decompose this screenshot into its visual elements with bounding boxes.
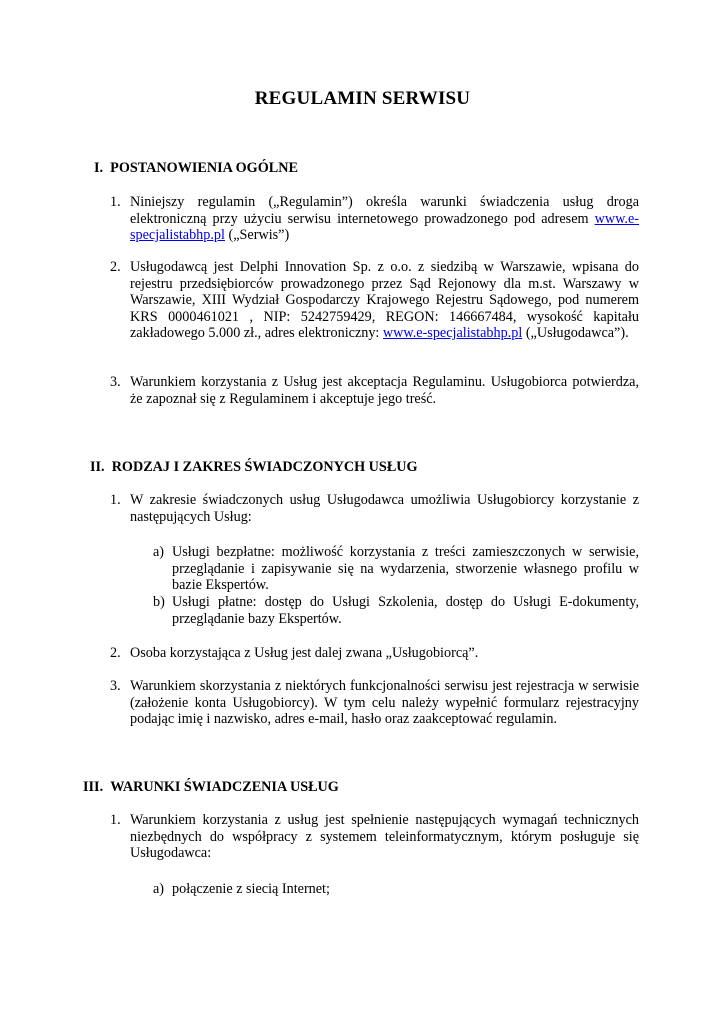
section-title: WARUNKI ŚWIADCZENIA USŁUG	[110, 779, 339, 795]
list-item	[110, 812, 639, 862]
list-item	[110, 259, 639, 342]
section-heading-1	[94, 160, 298, 177]
sub-item-letter: a)	[153, 881, 165, 897]
list-item	[110, 645, 639, 662]
sub-item-text: połączenie z siecią Internet;	[172, 881, 330, 897]
list-item	[110, 194, 639, 244]
item-text: Usługodawcą jest Delphi Innovation Sp. z o.o. z siedzibą w Warszawie, wpisana do rejestru przedsiębiorców prowadzonego przez Sąd Rejonowy dla m.st. Warszawy w Warszawie, XIII Wydział Gospodarczy Krajowego Rejestru Sądowego, pod numerem KRS 0000461021 , NIP: 5242759429, REGON: 146667484, wysokość kapitału zakładowego 5.000 zł., adres elektroniczny:	[130, 259, 639, 341]
item-text: Warunkiem korzystania z usług jest spełnienie następujących wymagań technicznych niezbędnych do współpracy z systemem teleinformatycznym, którym posługuje się Usługodawca:	[130, 812, 639, 861]
item-text: („Serwis”)	[224, 227, 290, 243]
item-number: 2.	[110, 259, 121, 275]
section-title: RODZAJ I ZAKRES ŚWIADCZONYCH USŁUG	[111, 459, 418, 475]
item-number: 2.	[110, 645, 121, 661]
sub-item-letter: a)	[153, 544, 165, 560]
item-text: Osoba korzystająca z Usług jest dalej zwana „Usługobiorcą”.	[130, 645, 479, 661]
item-text: Warunkiem korzystania z Usług jest akceptacja Regulaminu. Usługobiorca potwierdza, że zapoznał się z Regulaminem i akceptuje jego treść.	[130, 374, 639, 407]
sub-item-letter: b)	[153, 594, 165, 610]
sub-item	[153, 881, 639, 898]
item-number: 1.	[110, 194, 121, 210]
item-number: 1.	[110, 492, 121, 508]
sub-item	[153, 544, 639, 594]
item-number: 3.	[110, 374, 121, 390]
sub-item-text: Usługi płatne: dostęp do Usługi Szkolenia, dostęp do Usługi E-dokumenty, przeglądanie bazy Ekspertów.	[172, 594, 639, 627]
service-link[interactable]: www.e-specjalistabhp.pl	[130, 210, 639, 243]
list-item	[110, 492, 639, 525]
item-text: W zakresie świadczonych usług Usługodawca umożliwia Usługobiorcy korzystanie z następujących Usług:	[130, 492, 639, 525]
section-number: II.	[90, 459, 105, 475]
sub-item	[153, 594, 639, 627]
item-text: („Usługodawca”).	[522, 325, 629, 341]
item-text: Warunkiem skorzystania z niektórych funkcjonalności serwisu jest rejestracja w serwisie (założenie konta Usługobiorcy). W tym celu należy wypełnić formularz rejestracyjny podając imię i nazwisko, adres e-mail, hasło oraz zaakceptować regulamin.	[130, 678, 639, 727]
sub-item-text: Usługi bezpłatne: możliwość korzystania z treści zamieszczonych w serwisie, przeglądanie i zapisywanie się na wydarzenia, stworzenie własnego profilu w bazie Ekspertów.	[172, 544, 639, 593]
item-text: Niniejszy regulamin („Regulamin”) określa warunki świadczenia usług droga elektroniczną przy użyciu serwisu internetowego prowadzonego pod adresem	[130, 194, 639, 227]
section-heading-3	[83, 779, 339, 796]
section-number: I.	[94, 160, 104, 176]
service-link[interactable]: www.e-specjalistabhp.pl	[382, 325, 523, 341]
section-number: III.	[83, 779, 104, 795]
item-number: 1.	[110, 812, 121, 828]
section-title: POSTANOWIENIA OGÓLNE	[110, 160, 298, 176]
item-number: 3.	[110, 678, 121, 694]
section-heading-2	[90, 459, 418, 476]
list-item	[110, 374, 639, 407]
list-item	[110, 678, 639, 728]
page-title: REGULAMIN SERWISU	[254, 88, 471, 109]
